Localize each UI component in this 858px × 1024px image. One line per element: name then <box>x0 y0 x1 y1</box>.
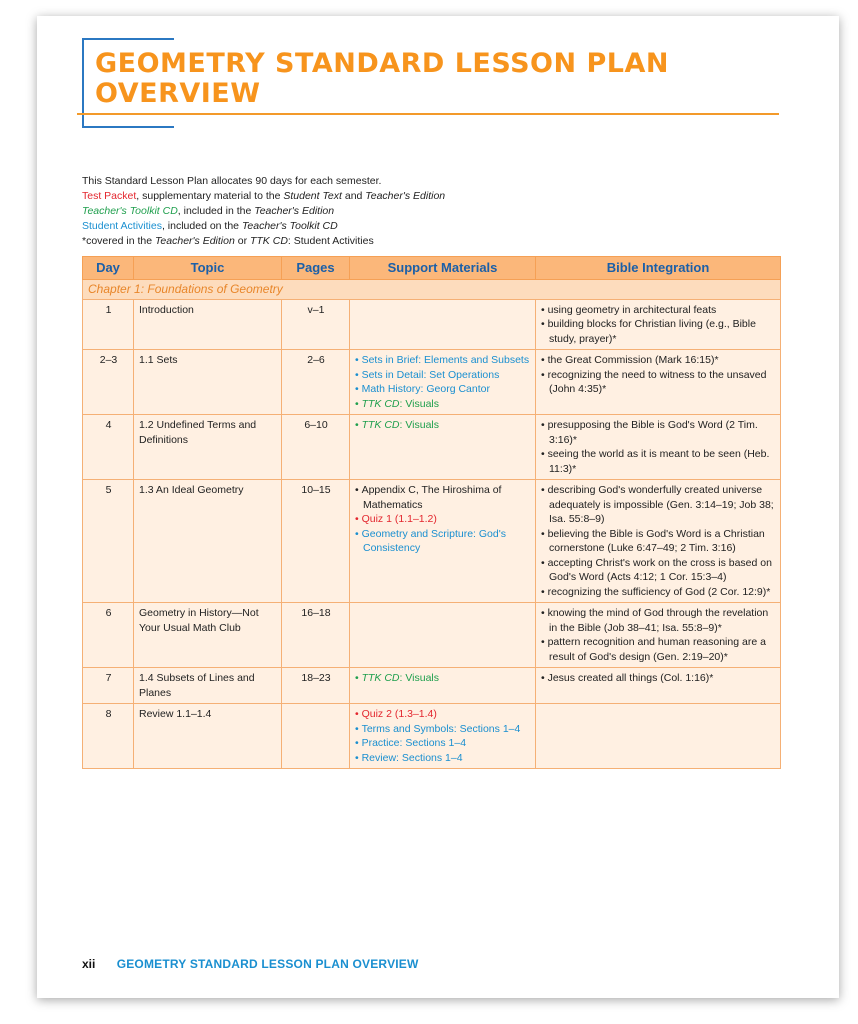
column-header-pages: Pages <box>282 257 350 280</box>
bible-item: • describing God's wonderfully created universe adequately is impossible (Gen. 3:14–19; Job 38; Isa. 55:8–9) <box>541 483 776 527</box>
support-list <box>355 483 531 556</box>
bible-list <box>541 353 776 397</box>
cell-bible-integration <box>536 704 781 769</box>
footer-title: GEOMETRY STANDARD LESSON PLAN OVERVIEW <box>116 957 419 971</box>
table-row <box>83 415 781 480</box>
bible-list <box>541 671 776 686</box>
table-header-row <box>83 257 781 280</box>
support-item <box>355 418 531 433</box>
cell-support-materials <box>350 350 536 415</box>
table-row <box>83 350 781 415</box>
text-run: , supplementary material to the <box>136 190 284 202</box>
support-item <box>355 751 531 766</box>
cell-topic: Geometry in History—Not Your Usual Math Club <box>134 603 282 668</box>
text-run: Sets in Brief: Elements and Subsets <box>361 354 530 366</box>
text-run: Student Activities <box>82 220 162 232</box>
text-run: Quiz 2 (1.3–1.4) <box>361 708 437 720</box>
column-header-topic: Topic <box>134 257 282 280</box>
support-item <box>355 483 531 512</box>
table-row <box>83 299 781 350</box>
cell-pages: 6–10 <box>282 415 350 480</box>
bible-item: • recognizing the sufficiency of God (2 Cor. 12:9)* <box>541 585 776 600</box>
text-run: : Visuals <box>399 397 440 410</box>
title-underline-rule <box>77 113 779 115</box>
text-run: and <box>341 190 366 202</box>
bible-item: • the Great Commission (Mark 16:15)* <box>541 353 776 368</box>
table-row <box>83 704 781 769</box>
intro-line-3 <box>82 204 682 219</box>
bible-item: • pattern recognition and human reasoning are a result of God's design (Gen. 2:19–20)* <box>541 635 776 664</box>
support-item <box>355 722 531 737</box>
bible-list <box>541 418 776 476</box>
text-run: Teacher's Edition <box>365 190 446 202</box>
support-item <box>355 353 531 368</box>
cell-support-materials <box>350 603 536 668</box>
text-run: Student Text <box>283 190 342 202</box>
text-run: Quiz 1 (1.1–1.2) <box>361 513 437 525</box>
cell-topic: 1.3 An Ideal Geometry <box>134 480 282 603</box>
text-run: : Student Activities <box>287 235 374 247</box>
cell-pages: v–1 <box>282 299 350 350</box>
table-row <box>83 480 781 603</box>
cell-pages: 10–15 <box>282 480 350 603</box>
text-run: , included in the <box>177 205 255 217</box>
intro-line-5 <box>82 234 682 249</box>
table-row <box>83 668 781 704</box>
cell-topic: Review 1.1–1.4 <box>134 704 282 769</box>
text-run: Appendix C, The Hiroshima of Mathematics <box>361 484 502 511</box>
text-run: Teacher's Edition <box>254 205 335 217</box>
intro-line-4 <box>82 219 682 234</box>
text-run: TTK CD <box>361 397 400 410</box>
text-run: TTK CD <box>361 419 400 431</box>
support-item <box>355 368 531 383</box>
column-header-support-materials: Support Materials <box>350 257 536 280</box>
support-item <box>355 527 531 556</box>
cell-support-materials <box>350 668 536 704</box>
cell-topic: Introduction <box>134 299 282 350</box>
text-run: : Visuals <box>399 672 440 684</box>
support-list <box>355 707 531 765</box>
cell-topic: 1.1 Sets <box>134 350 282 415</box>
bible-item: • seeing the world as it is meant to be seen (Heb. 11:3)* <box>541 447 776 476</box>
cell-support-materials <box>350 415 536 480</box>
page-number: xii <box>82 957 96 971</box>
cell-day: 4 <box>83 415 134 480</box>
cell-day: 7 <box>83 668 134 704</box>
cell-bible-integration <box>536 668 781 704</box>
cell-topic: 1.4 Subsets of Lines and Planes <box>134 668 282 704</box>
text-run: Teacher's Toolkit CD <box>82 205 178 217</box>
cell-bible-integration <box>536 603 781 668</box>
text-run: TTK CD <box>361 672 400 684</box>
text-run: Teacher's Edition <box>154 235 235 247</box>
support-item <box>355 736 531 751</box>
cell-day: 8 <box>83 704 134 769</box>
bible-item: • knowing the mind of God through the revelation in the Bible (Job 38–41; Isa. 55:8–9)* <box>541 606 776 635</box>
support-item <box>355 397 531 412</box>
page-footer <box>82 957 419 971</box>
bible-item: • presupposing the Bible is God's Word (2 Tim. 3:16)* <box>541 418 776 447</box>
text-run: : Visuals <box>399 419 440 431</box>
text-run: , included on the <box>161 220 242 232</box>
support-list <box>355 418 531 433</box>
cell-bible-integration <box>536 480 781 603</box>
intro-line-2 <box>82 189 682 204</box>
text-run: Review: Sections 1–4 <box>361 751 463 764</box>
intro-line-1: This Standard Lesson Plan allocates 90 days for each semester. <box>82 175 382 187</box>
cell-day: 1 <box>83 299 134 350</box>
cell-topic: 1.2 Undefined Terms and Definitions <box>134 415 282 480</box>
bible-item: • accepting Christ's work on the cross is based on God's Word (Acts 4:12; 1 Cor. 15:3–4) <box>541 556 776 585</box>
text-run: *covered in the <box>82 235 155 247</box>
bible-item: • believing the Bible is God's Word is a Christian cornerstone (Luke 6:47–49; 2 Tim. 3:16) <box>541 527 776 556</box>
text-run: Teacher's Toolkit CD <box>241 220 338 232</box>
cell-bible-integration <box>536 415 781 480</box>
column-header-day: Day <box>83 257 134 280</box>
bible-list <box>541 303 776 347</box>
page-title <box>95 49 669 109</box>
text-run: or <box>234 235 250 247</box>
cell-support-materials <box>350 480 536 603</box>
chapter-title: Chapter 1: Foundations of Geometry <box>83 280 781 300</box>
bible-item: • Jesus created all things (Col. 1:16)* <box>541 671 776 686</box>
title-line-1: GEOMETRY STANDARD LESSON PLAN <box>95 48 669 79</box>
table-row <box>83 603 781 668</box>
bible-item: • using geometry in architectural feats <box>541 303 776 318</box>
chapter-row <box>83 280 781 300</box>
support-item <box>355 707 531 722</box>
bible-list <box>541 483 776 599</box>
text-run: Geometry and Scripture: God's Consistency <box>361 527 506 554</box>
cell-pages: 16–18 <box>282 603 350 668</box>
text-run: TTK CD <box>249 235 288 247</box>
text-run: Practice: Sections 1–4 <box>361 737 467 749</box>
cell-day: 2–3 <box>83 350 134 415</box>
bible-item: • recognizing the need to witness to the unsaved (John 4:35)* <box>541 368 776 397</box>
support-item <box>355 512 531 527</box>
support-item <box>355 382 531 397</box>
text-run: Test Packet <box>82 190 137 202</box>
intro-notes <box>82 174 682 249</box>
cell-day: 6 <box>83 603 134 668</box>
title-line-2: OVERVIEW <box>95 78 261 109</box>
bible-list <box>541 606 776 664</box>
support-list <box>355 671 531 686</box>
cell-support-materials <box>350 704 536 769</box>
text-run: Terms and Symbols: Sections 1–4 <box>361 722 521 735</box>
cell-pages: 2–6 <box>282 350 350 415</box>
text-run: Sets in Detail: Set Operations <box>361 368 500 381</box>
cell-pages: 18–23 <box>282 668 350 704</box>
cell-pages <box>282 704 350 769</box>
column-header-bible-integration: Bible Integration <box>536 257 781 280</box>
cell-support-materials <box>350 299 536 350</box>
cell-day: 5 <box>83 480 134 603</box>
text-run: Math History: Georg Cantor <box>361 383 490 395</box>
support-item <box>355 671 531 686</box>
cell-bible-integration <box>536 299 781 350</box>
cell-bible-integration <box>536 350 781 415</box>
bible-item: • building blocks for Christian living (e.g., Bible study, prayer)* <box>541 317 776 346</box>
lesson-plan-table <box>82 256 781 769</box>
document-page <box>37 16 839 998</box>
support-list <box>355 353 531 411</box>
